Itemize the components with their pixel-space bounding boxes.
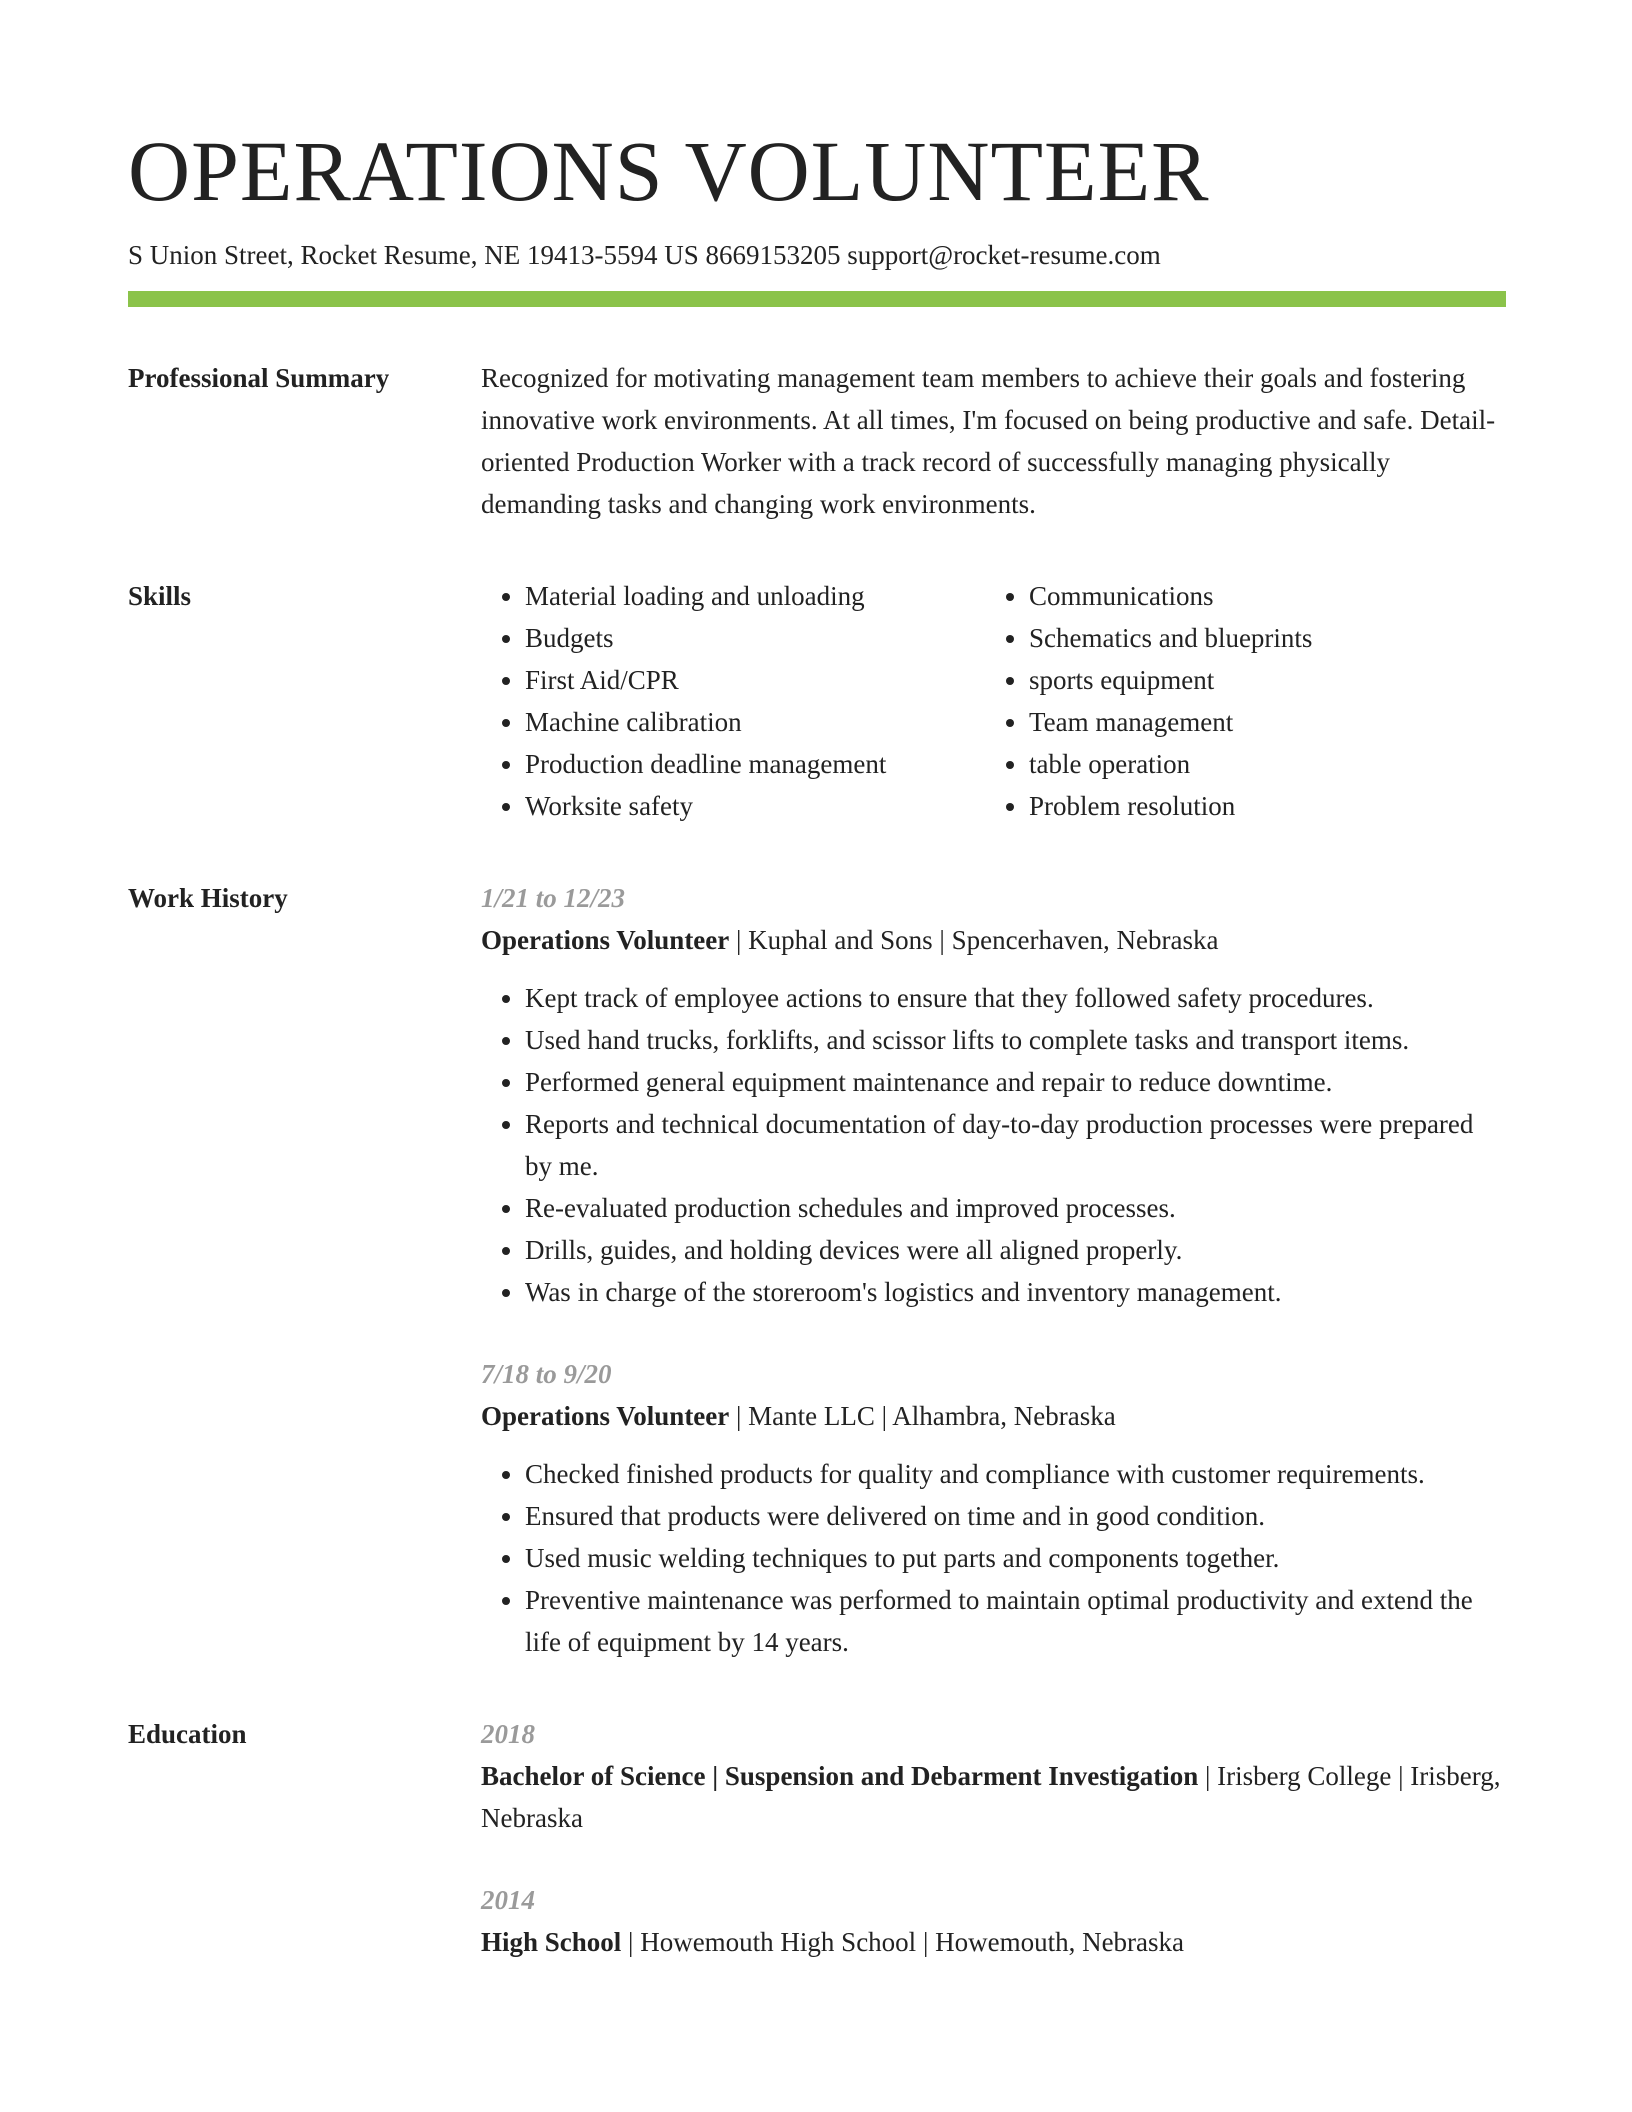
job-bullet: • Checked finished products for quality and compliance with customer requirements.	[525, 1453, 1506, 1495]
job-bullet: • Re-evaluated production schedules and improved processes.	[525, 1187, 1506, 1229]
work-history-section	[128, 877, 1506, 1663]
job-details: | Kuphal and Sons | Spencerhaven, Nebraska	[729, 925, 1219, 955]
job-entry	[481, 877, 1506, 1313]
skills-list	[481, 575, 1506, 827]
job-bullet: • Preventive maintenance was performed to maintain optimal productivity and extend the life of equipment by 14 years.	[525, 1579, 1506, 1663]
skill-item: • table operation	[1029, 743, 1489, 785]
education-entry	[481, 1879, 1506, 1963]
job-role: Operations Volunteer	[481, 925, 730, 955]
skill-item: • Production deadline management	[525, 743, 985, 785]
job-dates: 1/21 to 12/23	[481, 883, 626, 913]
skills-section	[128, 575, 1506, 827]
job-bullet: • Drills, guides, and holding devices were all aligned properly.	[525, 1229, 1506, 1271]
summary-section	[128, 357, 1506, 525]
skill-item: • Team management	[1029, 701, 1489, 743]
education-degree: Bachelor of Science | Suspension and Debarment Investigation	[481, 1761, 1199, 1791]
education-entry	[481, 1713, 1506, 1839]
skill-item: • sports equipment	[1029, 659, 1489, 701]
accent-divider	[128, 291, 1506, 307]
job-title-line	[481, 919, 1506, 961]
contact-line: S Union Street, Rocket Resume, NE 19413-5594 US 8669153205 support@rocket-resume.com	[128, 240, 1161, 270]
education-section	[128, 1713, 1506, 1963]
section-title-education: Education	[128, 1719, 247, 1749]
job-bullet: • Used music welding techniques to put parts and components together.	[525, 1537, 1506, 1579]
skill-item: • Schematics and blueprints	[1029, 617, 1489, 659]
job-bullets	[481, 1453, 1506, 1663]
summary-text: Recognized for motivating management team members to achieve their goals and fostering innovative work environments. At all times, I'm focused on being productive and safe. Detail-oriented Production Worker with a track record of successfully managing physically demanding tasks and changing work environments.	[481, 363, 1496, 519]
education-details: | Irisberg College | Irisberg, Nebraska	[481, 1761, 1501, 1833]
job-bullets	[481, 977, 1506, 1313]
skill-item: • Problem resolution	[1029, 785, 1489, 827]
education-line	[481, 1755, 1506, 1839]
job-bullet: • Performed general equipment maintenance and repair to reduce downtime.	[525, 1061, 1506, 1103]
section-title-work: Work History	[128, 883, 288, 913]
candidate-name: OPERATIONS VOLUNTEER	[128, 123, 1210, 219]
education-line	[481, 1921, 1506, 1963]
skill-item: • Budgets	[525, 617, 985, 659]
skill-item: • First Aid/CPR	[525, 659, 985, 701]
resume-page	[128, 116, 1506, 1963]
skills-column-left	[481, 575, 985, 827]
skill-item: • Material loading and unloading	[525, 575, 985, 617]
job-bullet: • Reports and technical documentation of day-to-day production processes were prepared by me.	[525, 1103, 1506, 1187]
job-dates: 7/18 to 9/20	[481, 1359, 612, 1389]
skill-item: • Machine calibration	[525, 701, 985, 743]
job-title-line	[481, 1395, 1506, 1437]
section-title-summary: Professional Summary	[128, 363, 390, 393]
education-degree: High School	[481, 1927, 622, 1957]
skill-item: • Communications	[1029, 575, 1489, 617]
job-bullet: • Ensured that products were delivered on time and in good condition.	[525, 1495, 1506, 1537]
education-year: 2018	[481, 1719, 535, 1749]
skill-item: • Worksite safety	[525, 785, 985, 827]
job-entry	[481, 1353, 1506, 1663]
job-bullet: • Kept track of employee actions to ensure that they followed safety procedures.	[525, 977, 1506, 1019]
section-title-skills: Skills	[128, 581, 192, 611]
education-details: | Howemouth High School | Howemouth, Nebraska	[621, 1927, 1185, 1957]
education-year: 2014	[481, 1885, 535, 1915]
job-bullet: • Used hand trucks, forklifts, and scissor lifts to complete tasks and transport items.	[525, 1019, 1506, 1061]
job-role: Operations Volunteer	[481, 1401, 730, 1431]
skills-column-right	[985, 575, 1489, 827]
job-details: | Mante LLC | Alhambra, Nebraska	[729, 1401, 1116, 1431]
job-bullet: • Was in charge of the storeroom's logistics and inventory management.	[525, 1271, 1506, 1313]
